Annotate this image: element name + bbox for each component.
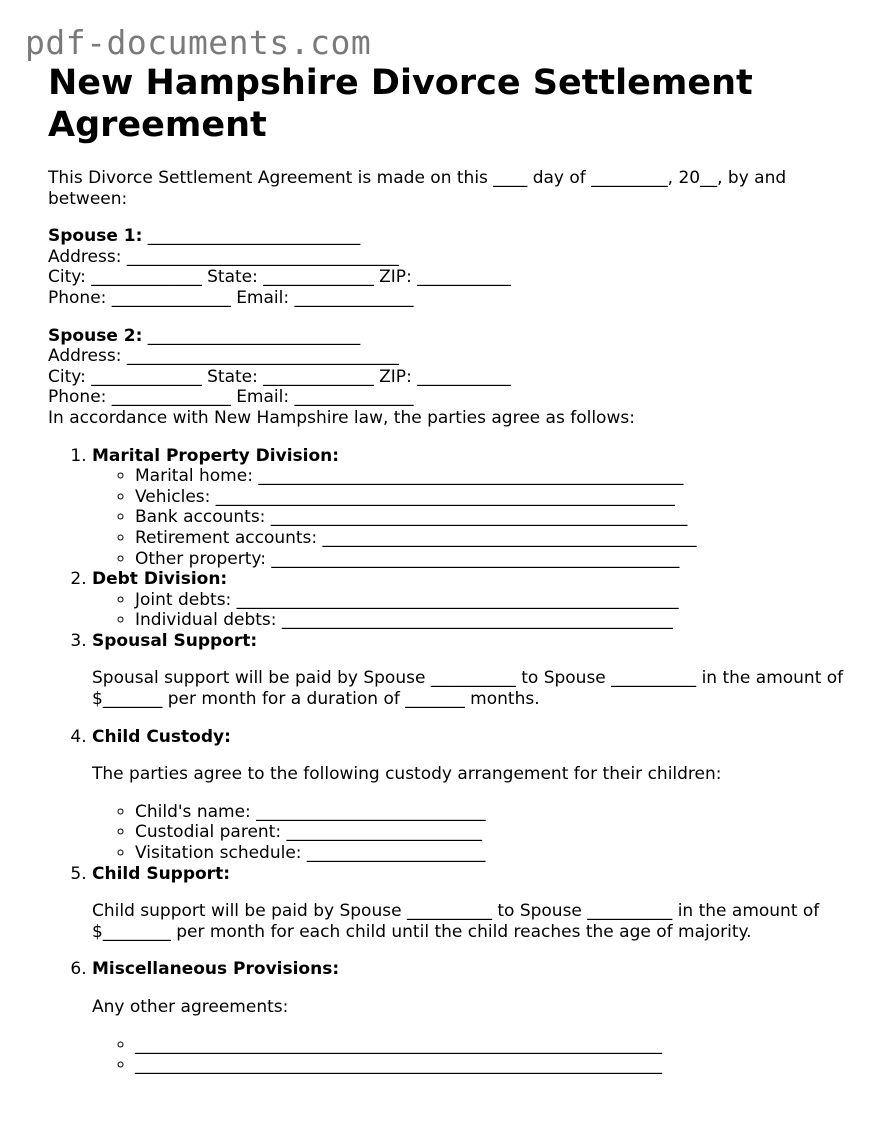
section-heading: Marital Property Division: (92, 445, 340, 466)
list-item[interactable]: ◦ Retirement accounts: ____________________________________________ (135, 528, 848, 549)
spouse-1-city-state-zip-field[interactable]: City: _____________ State: _____________ ZIP: ___________ (48, 267, 511, 288)
intro-paragraph: This Divorce Settlement Agreement is made on this ____ day of _________, 20__, by and between: (48, 168, 787, 209)
list-item[interactable]: ◦ ______________________________________________________________ (135, 1055, 848, 1076)
spouse-1-block (48, 226, 848, 308)
section-heading: Child Custody: (92, 726, 231, 747)
misc-text: Any other agreements: (92, 997, 289, 1017)
section-heading: Debt Division: (92, 569, 228, 590)
agreement-sections (48, 446, 848, 1076)
document-body (48, 168, 848, 1076)
section-heading: Child Support: (92, 863, 230, 884)
section-property (92, 446, 848, 570)
section-child-custody (92, 727, 848, 864)
misc-list (92, 1035, 848, 1076)
accordance-paragraph: In accordance with New Hampshire law, the parties agree as follows: (48, 407, 635, 428)
child-support-text[interactable]: Child support will be paid by Spouse __________ to Spouse __________ in the amount of $________ per month for each child until the child reaches the age of majority. (92, 901, 820, 942)
debt-list (92, 590, 848, 631)
list-item[interactable]: ◦ Other property: ________________________________________________ (135, 549, 848, 570)
spouse-2-city-state-zip-field[interactable]: City: _____________ State: _____________ ZIP: ___________ (48, 366, 511, 387)
spouse-2-label: Spouse 2: (48, 325, 143, 346)
section-miscellaneous (92, 959, 848, 1075)
spouse-1-name-field[interactable]: _________________________ (142, 226, 361, 247)
watermark: pdf-documents.com (25, 23, 372, 62)
list-item[interactable]: ◦ Individual debts: ______________________________________________ (135, 610, 848, 631)
spouse-2-address-field[interactable]: Address: ________________________________ (48, 346, 399, 367)
page-title: New Hampshire Divorce Settlement Agreement (48, 63, 753, 145)
spouse-1-label: Spouse 1: (48, 226, 143, 247)
list-item[interactable]: ◦ Visitation schedule: _____________________ (135, 843, 848, 864)
list-item[interactable]: ◦ Child's name: ___________________________ (135, 802, 848, 823)
list-item[interactable]: ◦ Marital home: __________________________________________________ (135, 466, 848, 487)
list-item[interactable]: ◦ Custodial parent: _______________________ (135, 822, 848, 843)
spouse-1-address-field[interactable]: Address: ________________________________ (48, 246, 399, 267)
spousal-support-text[interactable]: Spousal support will be paid by Spouse __________ to Spouse __________ in the amount of $_______ per month for a duration of _______ months. (92, 668, 844, 710)
property-list (92, 466, 848, 569)
section-child-support (92, 864, 848, 943)
section-debt (92, 569, 848, 631)
spouse-1-phone-email-field[interactable]: Phone: ______________ Email: ______________ (48, 287, 414, 308)
spouse-2-block (48, 326, 848, 408)
section-heading: Spousal Support: (92, 630, 258, 651)
list-item[interactable]: ◦ ______________________________________________________________ (135, 1035, 848, 1056)
spouse-2-phone-email-field[interactable]: Phone: ______________ Email: ______________ (48, 387, 414, 408)
section-spousal-support (92, 631, 848, 710)
child-custody-text: The parties agree to the following custody arrangement for their children: (92, 764, 722, 785)
section-heading: Miscellaneous Provisions: (92, 959, 340, 980)
custody-list (92, 802, 848, 864)
list-item[interactable]: ◦ Joint debts: ____________________________________________________ (135, 590, 848, 611)
list-item[interactable]: ◦ Vehicles: ______________________________________________________ (135, 487, 848, 508)
spouse-2-name-field[interactable]: _________________________ (142, 325, 361, 346)
list-item[interactable]: ◦ Bank accounts: _________________________________________________ (135, 507, 848, 528)
